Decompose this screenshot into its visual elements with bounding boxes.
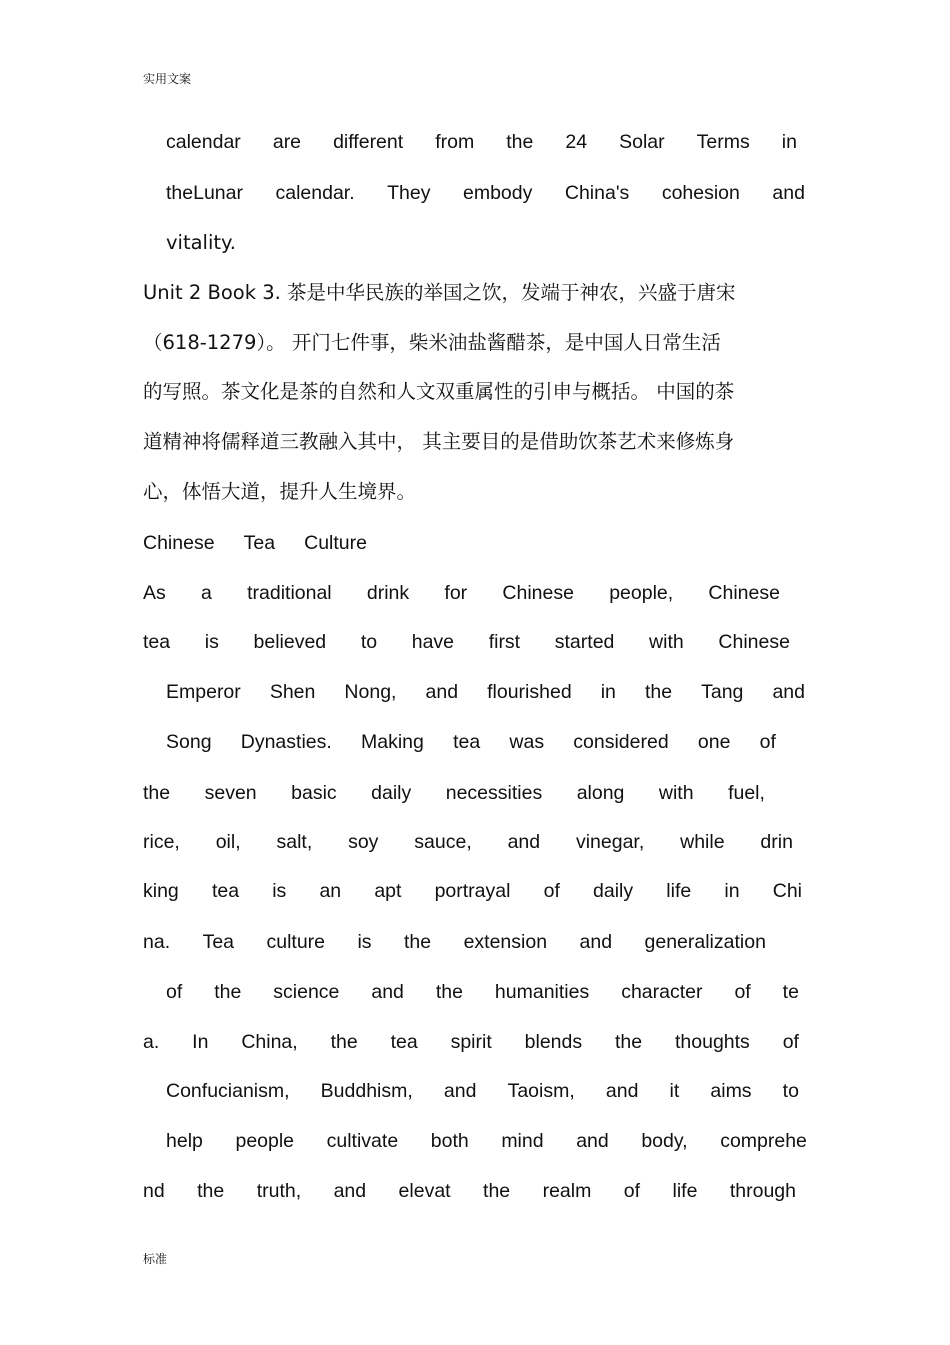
- word: na.: [143, 931, 171, 953]
- word: Tang: [701, 681, 744, 703]
- word: the: [644, 681, 673, 703]
- word: in: [781, 131, 797, 153]
- word: is: [272, 880, 287, 902]
- word: generalization: [644, 931, 766, 953]
- word: life: [666, 880, 692, 902]
- word: fuel,: [728, 782, 765, 804]
- text-line: 的写照。茶文化是茶的自然和人文双重属性的引申与概括。 中国的茶: [143, 380, 735, 403]
- word: tea: [143, 631, 171, 653]
- word: while: [680, 831, 725, 853]
- text-line: [143, 1177, 796, 1205]
- word: the: [404, 931, 432, 953]
- word: traditional: [247, 582, 332, 604]
- word: a: [201, 582, 212, 604]
- word: are: [272, 131, 302, 153]
- word: along: [576, 782, 625, 804]
- word: believed: [253, 631, 327, 653]
- word: Song: [166, 731, 212, 753]
- word: truth,: [256, 1180, 302, 1202]
- word: and: [443, 1080, 477, 1102]
- word: and: [425, 681, 459, 703]
- word: Shen: [269, 681, 316, 703]
- word: mind: [501, 1130, 544, 1152]
- word: considered: [573, 731, 669, 753]
- word: for: [444, 582, 468, 604]
- word: both: [430, 1130, 469, 1152]
- text-line: [166, 1127, 807, 1155]
- word: and: [333, 1180, 367, 1202]
- word: and: [371, 981, 404, 1003]
- word: Chinese: [502, 582, 574, 604]
- word: of: [782, 1031, 799, 1053]
- word: from: [435, 131, 475, 153]
- text-line: [143, 628, 790, 656]
- word: Dynasties.: [240, 731, 332, 753]
- text-line: [166, 128, 797, 156]
- word: was: [509, 731, 545, 753]
- word: help: [166, 1130, 203, 1152]
- word: Emperor: [166, 681, 241, 703]
- word: people: [235, 1130, 295, 1152]
- word: Chi: [772, 880, 802, 902]
- word: it: [669, 1080, 680, 1102]
- word: thoughts: [675, 1031, 750, 1053]
- word: Terms: [696, 131, 750, 153]
- word: soy: [348, 831, 379, 853]
- word: 24: [565, 131, 588, 153]
- word: in: [724, 880, 740, 902]
- word: necessities: [445, 782, 543, 804]
- word: elevat: [398, 1180, 451, 1202]
- word: king: [143, 880, 179, 902]
- word: in: [600, 681, 616, 703]
- text-line: [166, 179, 805, 207]
- word: tea: [453, 731, 481, 753]
- word: spirit: [450, 1031, 492, 1053]
- word: drink: [366, 582, 410, 604]
- word: China,: [241, 1031, 298, 1053]
- word: of: [166, 981, 183, 1003]
- word: As: [143, 582, 166, 604]
- word: portrayal: [434, 880, 511, 902]
- word: and: [772, 681, 805, 703]
- text-line: [166, 1077, 799, 1105]
- text-line: Unit 2 Book 3. 茶是中华民族的举国之饮，发端于神农，兴盛于唐宋: [143, 281, 736, 304]
- word: of: [734, 981, 751, 1003]
- word: with: [649, 631, 684, 653]
- word: rice,: [143, 831, 180, 853]
- word: the: [506, 131, 534, 153]
- word: flourished: [487, 681, 572, 703]
- word: Chinese: [708, 582, 780, 604]
- word: te: [782, 981, 799, 1003]
- word: Tea: [202, 931, 235, 953]
- text-line: [166, 978, 799, 1006]
- word: and: [507, 831, 541, 853]
- word: and: [772, 182, 805, 204]
- word: an: [319, 880, 342, 902]
- word: cultivate: [326, 1130, 399, 1152]
- word: of: [543, 880, 560, 902]
- word: calendar.: [275, 182, 355, 204]
- text-line: （618-1279）。 开门七件事，柴米油盐酱醋茶，是中国人日常生活: [143, 331, 721, 354]
- word: blends: [524, 1031, 583, 1053]
- word: Taoism,: [507, 1080, 575, 1102]
- word: Nong,: [344, 681, 397, 703]
- word: Tea: [243, 532, 276, 554]
- word: extension: [463, 931, 548, 953]
- text-line: [143, 579, 780, 607]
- word: body,: [641, 1130, 688, 1152]
- text-line: [143, 1028, 799, 1056]
- word: Confucianism,: [166, 1080, 290, 1102]
- word: China's: [564, 182, 630, 204]
- word: Culture: [304, 532, 367, 554]
- word: Making: [361, 731, 424, 753]
- word: cohesion: [661, 182, 740, 204]
- word: with: [658, 782, 694, 804]
- word: started: [554, 631, 615, 653]
- word: salt,: [276, 831, 313, 853]
- word: sauce,: [414, 831, 472, 853]
- word: through: [729, 1180, 796, 1202]
- word: different: [333, 131, 404, 153]
- word: They: [387, 182, 431, 204]
- word: is: [357, 931, 372, 953]
- word: the: [197, 1180, 225, 1202]
- word: of: [759, 731, 776, 753]
- page-footer: 标准: [143, 1252, 168, 1266]
- word: Chinese: [718, 631, 790, 653]
- word: drin: [760, 831, 793, 853]
- text-line: [143, 877, 802, 905]
- word: vinegar,: [575, 831, 645, 853]
- word: comprehe: [720, 1130, 807, 1152]
- word: oil,: [215, 831, 241, 853]
- word: Chinese: [143, 532, 215, 554]
- word: the: [435, 981, 463, 1003]
- word: the: [330, 1031, 358, 1053]
- word: first: [488, 631, 521, 653]
- text-line: [143, 529, 367, 557]
- word: is: [204, 631, 219, 653]
- word: the: [214, 981, 242, 1003]
- word: In: [192, 1031, 209, 1053]
- word: and: [579, 931, 613, 953]
- word: aims: [710, 1080, 752, 1102]
- word: culture: [266, 931, 325, 953]
- text-line: vitality.: [166, 231, 236, 254]
- word: have: [411, 631, 455, 653]
- word: the: [615, 1031, 643, 1053]
- text-line: [143, 828, 793, 856]
- text-line: [166, 678, 805, 706]
- word: the: [483, 1180, 511, 1202]
- word: theLunar: [166, 182, 243, 204]
- word: embody: [463, 182, 533, 204]
- word: a.: [143, 1031, 160, 1053]
- word: daily: [371, 782, 412, 804]
- word: the: [143, 782, 171, 804]
- word: to: [360, 631, 378, 653]
- word: nd: [143, 1180, 165, 1202]
- word: seven: [204, 782, 257, 804]
- text-line: [143, 928, 766, 956]
- word: science: [273, 981, 340, 1003]
- word: Buddhism,: [320, 1080, 413, 1102]
- text-line: 心，体悟大道，提升人生境界。: [143, 480, 417, 503]
- word: tea: [390, 1031, 418, 1053]
- word: life: [672, 1180, 698, 1202]
- text-line: [143, 779, 765, 807]
- word: and: [605, 1080, 639, 1102]
- word: apt: [374, 880, 402, 902]
- word: basic: [291, 782, 337, 804]
- text-line: [166, 728, 776, 756]
- text-line: 道精神将儒释道三教融入其中， 其主要目的是借助饮茶艺术来修炼身: [143, 430, 735, 453]
- word: and: [576, 1130, 609, 1152]
- word: of: [623, 1180, 641, 1202]
- word: humanities: [494, 981, 590, 1003]
- word: daily: [593, 880, 634, 902]
- word: calendar: [166, 131, 241, 153]
- page-header: 实用文案: [143, 72, 192, 86]
- word: tea: [211, 880, 240, 902]
- word: one: [697, 731, 731, 753]
- word: realm: [542, 1180, 592, 1202]
- word: character: [621, 981, 703, 1003]
- word: Solar: [619, 131, 665, 153]
- word: to: [782, 1080, 799, 1102]
- word: people,: [609, 582, 674, 604]
